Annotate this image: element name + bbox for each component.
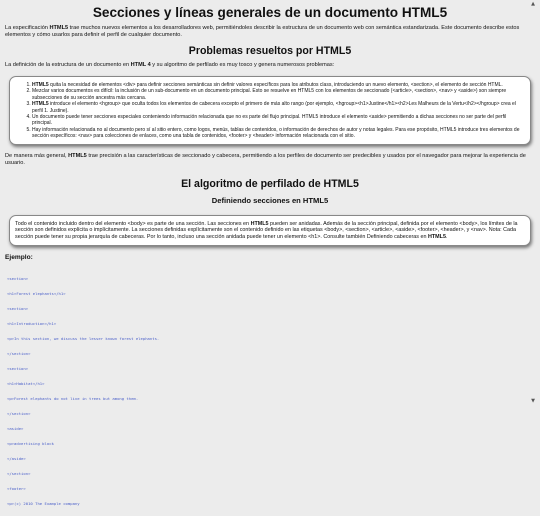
list-item-text: Hay información relacionada no al documento pero sí al sitio entero, como logos, menús, tablas de contenidos, o información de derechos de autor y notas legales. Para ese propósito, HTML5 introduce tres elementos de sección específicos: <nav> para colecciones de enlaces, como una tabla de contenidos, <footer> y <header> información relacionada con el sitio. [32, 126, 520, 140]
intro-text-post: trae muchos nuevos elementos a los desarrolladores web, permitiéndoles describir la estructura de un documento web con semántica estandarizada. Este documento describe estos elementos y cómo usarlos para definir el perfil de cualquier documento. [5, 25, 520, 38]
code-line: <h1>Habitat</h1> [7, 381, 45, 387]
list-item-text: Mezclar varios documentos es difícil: la inclusión de un sub-documento en un documento principal. Esto se resuelve en HTML5 con los elementos de seccionado (<article>, <section>, <nav> y <aside>) son siempre subsecciones de su sección ancestra más cercana. [32, 88, 507, 101]
summary-bold: HTML5 [68, 152, 87, 159]
intro-text-pre: La especificación [5, 25, 50, 31]
intro-paragraph [5, 25, 535, 39]
list-item-text: introduce el elemento <hgroup> que oculta todos los elementos de cabecera excepto el primero de más alto rango (por ejemplo, <hgroup><h1>Justine</h1><h2>Les Malheurs de la Vertu</h2></hgroup> crea el perfil 1. Justine). [32, 101, 516, 114]
problems-lead-pre: La definición de la estructura de un documento en [5, 62, 131, 68]
list-item-bold: HTML5 [32, 82, 49, 88]
code-line: <aside> [7, 426, 24, 432]
problems-lead-bold: HTML 4 [130, 62, 151, 68]
example-title: Ejemplo: [5, 254, 33, 262]
algorithm-text-bold2: HTML5 [427, 233, 446, 240]
code-line: </aside> [7, 456, 26, 462]
code-line: <section> [7, 276, 29, 282]
code-line: <h1>Introduction</h1> [7, 321, 57, 327]
list-item [32, 101, 526, 114]
page-title: Secciones y líneas generales de un documento HTML5 [92, 5, 448, 20]
code-line: </section> [7, 471, 31, 477]
problems-list [10, 82, 530, 140]
code-line: <p>Forest elephants do not live in trees but among them. [7, 396, 139, 402]
problems-box [9, 76, 531, 145]
list-item [32, 127, 526, 140]
list-item-text: quita la necesidad de elementos <div> para definir secciones semánticas sin definir valores específicos para los atributos class, introduciendo un nuevo elemento, <section>, el elemento de sección HTML. [48, 82, 503, 88]
code-line: <section> [7, 306, 29, 312]
summary-paragraph [5, 153, 535, 167]
code-line: <footer> [7, 486, 26, 492]
algorithm-text-post: pueden ser anidadas. Además de la sección principal, definida por el elemento <body>, los límites de la sección son definidos explícita o implícitamente. La secciones definidas explícitamente son el contenido definido en las etiquetas <body>, <section>, <article>, <aside>, <footer>, <header>, y <nav>. Nota: Cada sección puede tener su propia jerarquía de cabeceras. Por lo tanto, incluso una sección anidada puede tener un elemento <h1>. Consulte también Definiendo cabeceras en [15, 220, 518, 240]
summary-post: trae precisión a las características de seccionado y cabecera, permitiendo a los perfiles de documento ser predecibles y usados por el navegador para mejorar la experiencia de usuario. [5, 152, 526, 166]
algorithm-text-pre: Todo el contenido incluido dentro del elemento <body> es parte de una sección. Las secciones en [15, 220, 251, 227]
scroll-down-arrow-icon[interactable]: ▼ [531, 398, 535, 404]
scroll-up-arrow-icon[interactable]: ▲ [531, 1, 535, 7]
code-line: </section> [7, 351, 31, 357]
algorithm-paragraph [15, 221, 526, 241]
code-line: <p>(c) 2010 The Example company [7, 501, 80, 507]
intro-text-bold: HTML5 [49, 25, 69, 31]
list-item [32, 88, 526, 101]
problems-heading: Problemas resueltos por HTML5 [188, 45, 352, 57]
list-item-bold: HTML5 [32, 101, 49, 108]
summary-pre: De manera más general, [5, 152, 69, 159]
code-line: <h1>Forest elephants</h1> [7, 291, 66, 297]
problems-lead-post: y su algoritmo de perfilado es muy tosco y genera numerosos problemas: [150, 62, 335, 68]
algorithm-heading: El algoritmo de perfilado de HTML5 [181, 177, 359, 190]
list-item [32, 114, 526, 127]
code-line: </section> [7, 411, 31, 417]
code-line: <p>advertising block [7, 441, 54, 447]
algorithm-text-end: . [445, 233, 448, 240]
algorithm-box [9, 215, 531, 247]
code-line: <section> [7, 366, 29, 372]
code-example [5, 266, 535, 507]
algorithm-text-bold: HTML5 [250, 220, 269, 227]
algorithm-subheading: Definiendo secciones en HTML5 [211, 195, 329, 205]
problems-lead [5, 62, 535, 69]
list-item-text: Un documento puede tener secciones especiales conteniendo información relacionada que no es parte del flujo principal. HTML5 introduce el elemento <aside> permitiendo a dichas secciones no ser parte del perfil principal. [32, 114, 507, 127]
code-line: <p>In this section, we discuss the lesser known forest elephants. [7, 336, 160, 342]
